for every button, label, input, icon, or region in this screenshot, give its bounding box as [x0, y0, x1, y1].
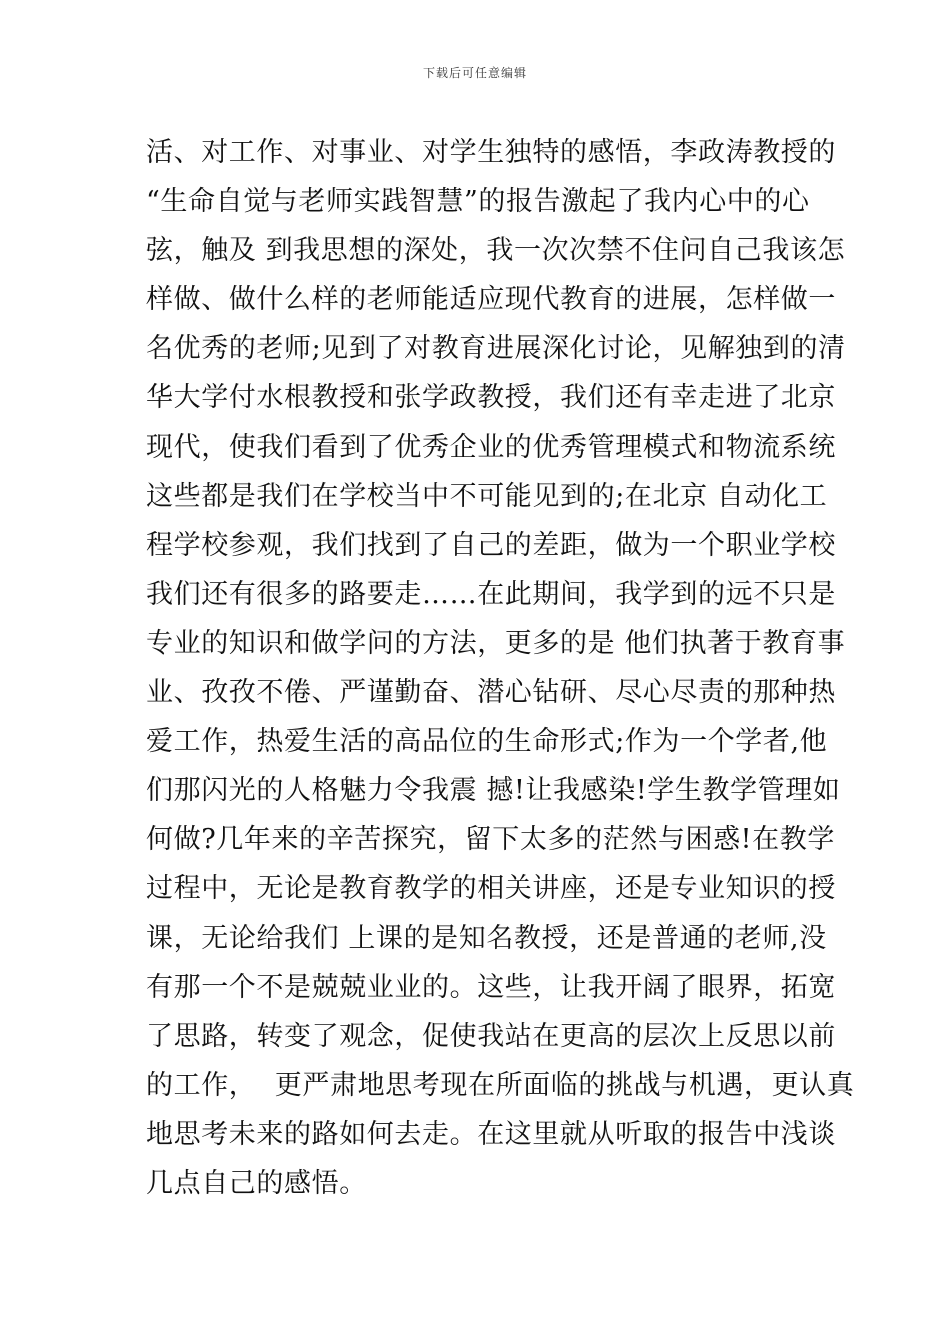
- text-line: 几点自己的感悟。: [146, 1167, 367, 1199]
- text-line: 课，无论给我们 上课的是知名教授，还是普通的老师,没: [146, 922, 827, 954]
- text-line: 业、孜孜不倦、严谨勤奋、潜心钻研、尽心尽责的那种热: [146, 677, 836, 709]
- text-line: 活、对工作、对事业、对学生独特的感悟，李政涛教授的: [146, 137, 836, 168]
- text-line: 的工作， 更严肃地思考现在所面临的挑战与机遇，更认真: [146, 1069, 855, 1101]
- text-line: 名优秀的老师;见到了对教育进展深化讨论，见解独到的清: [146, 333, 846, 365]
- text-line: 程学校参观，我们找到了自己的差距，做为一个职业学校: [146, 529, 836, 561]
- text-line: 过程中，无论是教育教学的相关讲座，还是专业知识的授: [146, 873, 836, 905]
- text-line: 爱工作，热爱生活的高品位的生命形式;作为一个学者,他: [146, 726, 828, 758]
- text-line: 专业的知识和做学问的方法，更多的是 他们执著于教育事: [146, 627, 846, 659]
- text-line: 华大学付水根教授和张学政教授，我们还有幸走进了北京: [146, 382, 836, 414]
- text-line: 我们还有很多的路要走……在此期间，我学到的远不只是: [146, 578, 836, 610]
- text-line: 何做?几年来的辛苦探究，留下太多的茫然与困惑!在教学: [146, 824, 835, 856]
- text-line: 样做、做什么样的老师能适应现代教育的进展，怎样做一: [146, 284, 836, 316]
- text-line: 地思考未来的路如何去走。在这里就从听取的报告中浅谈: [146, 1118, 836, 1150]
- text-line: 了思路，转变了观念，促使我站在更高的层次上反思以前: [146, 1020, 836, 1052]
- header-note: 下载后可任意编辑: [422, 66, 527, 80]
- body-text: [146, 128, 855, 1208]
- text-line: “生命自觉与老师实践智慧”的报告激起了我内心中的心: [146, 186, 810, 218]
- text-line: 现代，使我们看到了优秀企业的优秀管理模式和物流系统: [146, 431, 836, 463]
- text-line: 有那一个不是兢兢业业的。这些，让我开阔了眼界，拓宽: [146, 971, 836, 1003]
- text-line: 弦，触及 到我思想的深处，我一次次禁不住问自己我该怎: [146, 235, 846, 267]
- text-line: 这些都是我们在学校当中不可能见到的;在北京 自动化工: [146, 480, 828, 512]
- text-line: 们那闪光的人格魅力令我震 撼!让我感染!学生教学管理如: [146, 775, 841, 807]
